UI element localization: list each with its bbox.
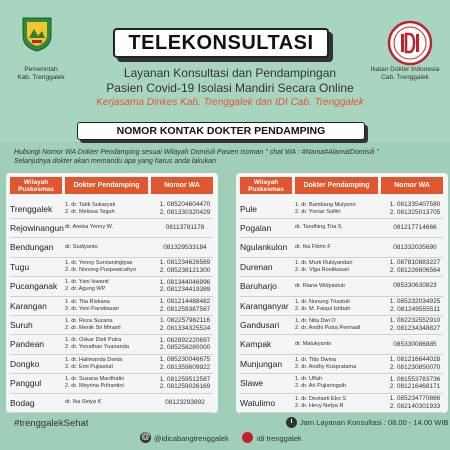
right-logo-caption-line1: Ikatan Dokter Indonesia — [370, 66, 440, 73]
dokter-name: 1. dr. Destiarti Eko S — [295, 395, 346, 402]
dokter-cell — [295, 239, 383, 256]
instagram-icon — [140, 432, 151, 443]
whatsapp-number[interactable]: 1. 082232552910 — [389, 317, 441, 325]
whatsapp-number[interactable]: 1. 081214488482 — [159, 298, 211, 305]
dokter-cell — [295, 278, 383, 295]
table-row — [10, 219, 213, 236]
dokter-name: dr. Malukyanto — [295, 340, 332, 347]
dokter-name: 2. dr. Yuniar Safitri — [295, 208, 341, 215]
dokter-name: dr. Tandhing Tria S — [295, 224, 342, 231]
table-row — [240, 200, 443, 217]
dokter-cell — [295, 316, 383, 333]
dokter-name: 1. dr. Nunung Triastuti — [295, 298, 350, 305]
dokter-name: 2. dr. Ari Pujiaringsih — [295, 383, 346, 390]
idi-icon — [242, 432, 253, 443]
table-row — [10, 200, 213, 217]
dokter-name: 2. dr. Nonong Puspowicahyo — [65, 266, 137, 273]
nomor-cell[interactable] — [382, 200, 448, 217]
header-dokter: Dokter Pendamping — [65, 177, 148, 194]
dokter-cell — [65, 258, 153, 275]
dokter-cell — [295, 219, 383, 236]
whatsapp-number[interactable]: 085330086885 — [393, 340, 437, 348]
whatsapp-number[interactable]: 2. 081216468171 — [389, 383, 441, 391]
left-logo-caption-line1: Pemerintah — [24, 66, 58, 73]
nomor-cell[interactable] — [382, 219, 448, 236]
dokter-name: dr. Ika Fibrin F — [295, 243, 331, 250]
whatsapp-number[interactable]: 1. 082892220697 — [159, 336, 211, 344]
wilayah-cell: Bodag — [10, 397, 35, 408]
whatsapp-number[interactable]: 1. 081553783736 — [389, 375, 441, 383]
whatsapp-number[interactable]: 08113781178 — [165, 224, 205, 232]
wilayah-cell: Kampak — [240, 339, 272, 350]
whatsapp-number[interactable]: 1. 081216644028 — [389, 356, 441, 364]
wilayah-cell: Rejowinangun — [10, 222, 64, 233]
header-nomor: Nomor WA — [381, 177, 443, 194]
nomor-cell[interactable] — [152, 394, 218, 411]
header-nomor: Nomor WA — [151, 177, 213, 194]
whatsapp-number[interactable]: 2. 081259387567 — [159, 305, 211, 313]
table-row — [10, 375, 213, 392]
table-row — [240, 219, 443, 236]
table-row — [240, 336, 443, 353]
table-row — [10, 258, 213, 275]
whatsapp-number[interactable]: 2. 081230850070 — [389, 363, 441, 371]
table-row — [240, 375, 443, 392]
dokter-name: 1. dr. Yani Iswanti — [65, 279, 109, 286]
whatsapp-number[interactable]: 1. 081234626569 — [159, 259, 211, 267]
whatsapp-number[interactable]: 2. 082140301933 — [389, 402, 441, 410]
nomor-cell[interactable] — [152, 219, 218, 236]
table-row — [240, 239, 443, 256]
subtitle-line2: Pasien Covid-19 Isolasi Mandiri Secara Online — [106, 81, 354, 95]
whatsapp-number[interactable]: 2. 081234419389 — [159, 286, 211, 294]
wilayah-cell: Durenan — [240, 261, 273, 272]
nomor-cell[interactable] — [382, 239, 448, 256]
wilayah-cell: Slawe — [240, 378, 264, 389]
header-wilayah: Wilayah Puskesmas — [240, 177, 292, 194]
idi-handle[interactable]: idi trenggalek — [257, 434, 302, 443]
nomor-cell[interactable] — [152, 200, 218, 217]
table-row — [10, 316, 213, 333]
dokter-cell — [65, 297, 153, 314]
wilayah-cell: Karangan — [10, 300, 47, 311]
whatsapp-number[interactable]: 1. 085232034925 — [389, 298, 441, 305]
table-row — [10, 278, 213, 295]
dokter-cell — [65, 219, 153, 236]
whatsapp-number[interactable]: 1. 085230046675 — [159, 356, 211, 364]
instruction-line1: Hubungi Nomor WA Dokter Pendamping sesuai Wilayah Domisili Pasien Isoman " chat WA : #Nama#AlamatDomisili " — [14, 149, 379, 156]
nomor-cell[interactable] — [152, 355, 218, 372]
table-row — [240, 394, 443, 411]
dokter-name: 1. dr. Tita Riskana — [65, 298, 110, 305]
table-row — [240, 258, 443, 275]
wilayah-cell: Suruh — [10, 319, 33, 330]
whatsapp-number[interactable]: 1. 085234770866 — [389, 395, 441, 402]
whatsapp-number[interactable]: 2. 081249555511 — [389, 305, 441, 313]
wilayah-cell: Pandean — [10, 339, 45, 350]
dokter-name: 1. dr. Nita Dwi O — [295, 317, 336, 324]
whatsapp-number[interactable]: 2. 081330320429 — [159, 208, 211, 216]
right-contact-table — [236, 173, 448, 413]
section-title: NOMOR KONTAK DOKTER PENDAMPING — [77, 122, 365, 140]
table-row — [10, 297, 213, 314]
dokter-name: 2. dr. Yeni Parwitasari — [65, 305, 119, 312]
wilayah-cell: Pucanganak — [10, 281, 58, 292]
left-logo-caption — [4, 66, 78, 82]
table-row — [10, 355, 213, 372]
wilayah-cell: Watulimo — [240, 397, 276, 408]
nomor-cell[interactable] — [152, 375, 218, 392]
table-row — [240, 278, 443, 295]
whatsapp-number[interactable]: 2. 081234348827 — [389, 324, 441, 332]
instagram-handle[interactable]: @idicabangtrenggalek — [154, 434, 229, 443]
whatsapp-number[interactable]: 1. 081259512587 — [159, 375, 211, 383]
dokter-cell — [65, 200, 153, 217]
dokter-cell — [65, 278, 153, 295]
dokter-cell — [65, 239, 153, 256]
dokter-name: 2. dr. Andhi Putra Permadi — [295, 324, 361, 331]
nomor-cell[interactable] — [152, 316, 218, 333]
whatsapp-number[interactable]: 2. 085236121300 — [159, 266, 211, 274]
whatsapp-number[interactable]: 2. 081334325524 — [159, 324, 211, 332]
nomor-cell[interactable] — [382, 394, 448, 411]
dokter-cell — [295, 375, 383, 392]
wilayah-cell: Munjungan — [240, 358, 283, 369]
dokter-cell — [295, 336, 383, 353]
nomor-cell[interactable] — [152, 297, 218, 314]
whatsapp-number[interactable]: 2. 081325013705 — [389, 208, 441, 216]
whatsapp-number[interactable]: 2. 081259026169 — [159, 383, 211, 391]
dokter-cell — [295, 355, 383, 372]
table-row — [10, 336, 213, 353]
dokter-name: 2. dr. Hevy Netya R — [295, 402, 344, 409]
whatsapp-number[interactable]: 2. 085258280000 — [159, 344, 211, 352]
nomor-cell[interactable] — [382, 258, 448, 275]
wilayah-cell: Karanganyar — [240, 300, 289, 311]
dokter-cell — [65, 394, 153, 411]
dokter-name: 2. dr. Emi Pujiastuti — [65, 363, 113, 370]
dokter-name: 2. dr. Andhy Kuspratama — [295, 363, 357, 370]
nomor-cell[interactable] — [382, 336, 448, 353]
whatsapp-number[interactable]: 1. 081335407580 — [389, 201, 441, 208]
subtitle-line3: Kerjasama Dinkes Kab. Trenggalek dan IDI Cab. Trenggalek — [96, 97, 364, 108]
nomor-cell[interactable] — [382, 355, 448, 372]
dokter-name: 2. dr. Melissa Teguh — [65, 208, 115, 215]
whatsapp-number[interactable]: 1. 081344046996 — [159, 278, 211, 286]
whatsapp-number[interactable]: 08123293892 — [165, 398, 205, 406]
whatsapp-number[interactable]: 2. 081226606564 — [389, 266, 441, 274]
dokter-name: 1. dr. Ulfah — [295, 376, 323, 383]
whatsapp-number[interactable]: 081329533184 — [163, 243, 207, 251]
dokter-name: 1. dr. Reza Suzana — [65, 317, 113, 324]
dokter-name: 1. dr. Yenny Survianingtyas — [65, 259, 133, 266]
dokter-name: 1. dr. Oskar Disti Putra — [65, 337, 122, 344]
nomor-cell[interactable] — [152, 336, 218, 353]
dokter-name: 2. dr. Menik Sri Minarti — [65, 324, 121, 331]
wilayah-cell: Gandusari — [240, 319, 280, 330]
table-row — [10, 239, 213, 256]
wilayah-cell: Baruharjo — [240, 281, 277, 292]
hashtag: #trenggalekSehat — [14, 418, 89, 429]
wilayah-cell: Tugu — [10, 261, 30, 272]
dokter-cell — [295, 297, 383, 314]
left-contact-table — [6, 173, 218, 413]
header-dokter: Dokter Pendamping — [295, 177, 378, 194]
whatsapp-number[interactable]: 1. 085204604470 — [159, 201, 211, 208]
kab-trenggalek-shield-icon — [20, 14, 54, 52]
dokter-name: 2. dr. Yonathan Yuananda — [65, 344, 129, 351]
dokter-name: 2. dr. M. Faiqul Ishbah — [295, 305, 351, 312]
whatsapp-number[interactable]: 085330630823 — [393, 282, 437, 290]
page-title: TELEKONSULTASI — [113, 28, 329, 58]
table-row — [240, 297, 443, 314]
wilayah-cell: Bendungan — [10, 242, 54, 253]
header-wilayah: Wilayah Puskesmas — [10, 177, 62, 194]
dokter-name: 1. dr. Bambang Mulyono — [295, 201, 356, 208]
nomor-cell[interactable] — [382, 297, 448, 314]
dokter-name: 1. dr. Murti Rukiyandari — [295, 259, 353, 266]
dokter-cell — [295, 258, 383, 275]
wilayah-cell: Ngulankulon — [240, 242, 288, 253]
idi-logo-icon — [387, 20, 433, 66]
dokter-name: 1. dr. Titis Dwina — [295, 356, 337, 363]
dokter-name: 2. dr. Agung WP — [65, 286, 106, 293]
dokter-cell — [65, 355, 153, 372]
dokter-name: dr. Riana Widyastuti — [295, 282, 345, 289]
clock-icon — [286, 417, 297, 428]
dokter-name: 1. dr. Suzana Mardhatin — [65, 376, 125, 383]
whatsapp-number[interactable]: 081332035690 — [393, 243, 437, 251]
whatsapp-number[interactable]: 1. 082257982116 — [159, 317, 211, 325]
nomor-cell[interactable] — [152, 278, 218, 295]
whatsapp-number[interactable]: 2. 081359609922 — [159, 363, 211, 371]
wilayah-cell: Dongko — [10, 358, 40, 369]
instruction-line2: Selanjutnya dokter akan memandu apa yang harus anda lakukan — [14, 158, 216, 165]
dokter-name: 1. dr. Halimanda Denta — [65, 356, 123, 363]
dokter-name: 1. dr. Tatik Sukaryati — [65, 201, 116, 208]
left-logo-caption-line2: Kab. Trenggalek — [17, 74, 65, 81]
wilayah-cell: Panggul — [10, 378, 42, 389]
dokter-name: 2. dr. Viga Rostikasari — [295, 266, 350, 273]
dokter-cell — [295, 394, 383, 411]
nomor-cell[interactable] — [152, 258, 218, 275]
dokter-cell — [65, 316, 153, 333]
dokter-name: 2. dr. Meyrina Prihantini — [65, 383, 124, 390]
whatsapp-number[interactable]: 081217714666 — [393, 224, 437, 232]
subtitle-line1: Layanan Konsultasi dan Pendampingan — [123, 66, 337, 80]
wilayah-cell: Pule — [240, 203, 258, 214]
dokter-cell — [295, 200, 383, 217]
dokter-name: dr. Ika Setya K — [65, 399, 102, 405]
table-row — [240, 355, 443, 372]
dokter-cell — [65, 336, 153, 353]
dokter-cell — [65, 375, 153, 392]
dokter-name: dr. Aneka Yenny W. — [65, 224, 114, 231]
table-row — [240, 316, 443, 333]
wilayah-cell: Trenggalek — [10, 203, 53, 214]
nomor-cell[interactable] — [152, 239, 218, 256]
nomor-cell[interactable] — [382, 375, 448, 392]
service-hours: Jam Layanan Konsultasi : 08.00 - 14.00 WIB — [300, 418, 449, 427]
table-row — [10, 394, 213, 411]
whatsapp-number[interactable]: 1. 087810883227 — [389, 259, 441, 267]
dokter-name: dr. Sudiyanto — [65, 243, 98, 250]
instruction-text — [14, 148, 434, 166]
right-logo-caption-line2: Cab. Trenggalek — [381, 74, 429, 81]
wilayah-cell: Pogalan — [240, 222, 272, 233]
nomor-cell[interactable] — [382, 316, 448, 333]
nomor-cell[interactable] — [382, 278, 448, 295]
